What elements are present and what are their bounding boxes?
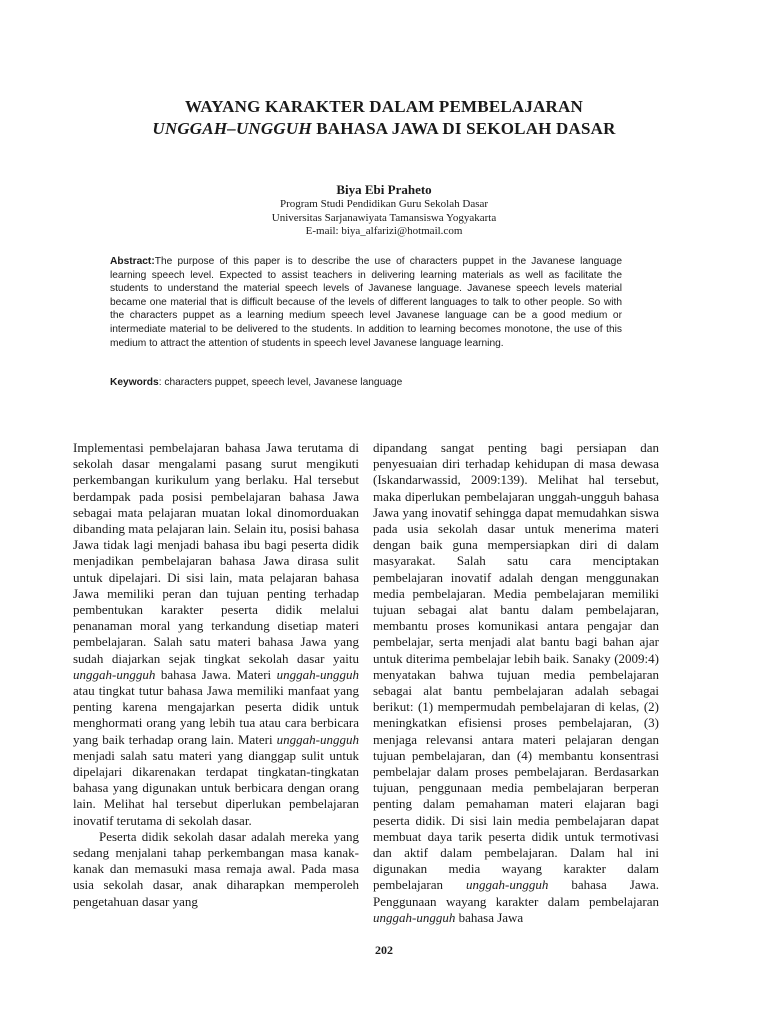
body-column-left xyxy=(73,440,359,910)
abstract-text: The purpose of this paper is to describe the use of characters puppet in the Javanese language learning speech level. Expected to assist teachers in delivering learning materials as well as facilitate the students to understand the material speech levels of Javanese language. Javanese speech levels material became one material that is difficult because of the levels of different languages to talk to other people. So with the characters puppet as a learning medium speech level Javanese language can be a good medium or intermediate material to be delivered to the students. In addition to learning becomes monotone, the use of this medium to attract the attention of students in speech level Javanese language learning. xyxy=(110,256,622,349)
text-run: dipandang sangat penting bagi persiapan dan penyesuaian diri terhadap kehidupan di masa dewasa (Iskandarwassid, 2009:139). Melihat hal tersebut, maka diperlukan pembelajaran unggah-ungguh bahasa Jawa yang inovatif sehingga dapat memudahkan siswa pada usia sekolah dasar untuk menerima materi dengan baik guna mempersiapkan diri di dalam masyarakat. Salah satu cara menciptakan pembelajaran inovatif adalah dengan menggunakan media pembelajaran. Media pembelajaran memiliki tujuan sebagai alat bantu dalam pembelajaran, membantu proses komunikasi antara pengajar dan pembelajar, serta menjadi alat bantu bagi bahan ajar untuk diterima pembelajar lebih baik. Sanaky (2009:4) menyatakan bahwa tujuan media pembelajaran sebagai alat bantu pembelajaran adalah sebagai berikut: (1) mempermudah pembelajaran di kelas, (2) meningkatkan efisiensi proses pembelajaran, (3) menjaga relevansi antara materi pelajaran dengan tujuan pembelajaran, dan (4) membantu konsentrasi pembelajar dalam proses pembelajaran. Berdasarkan tujuan, penggunaan media pembelajaran berperan penting dalam pemahaman materi elajaran bagi peserta didik. Di sisi lain media pembelajaran dapat membuat daya tarik peserta didik untuk termotivasi dan aktif dalam pembelajaran. Dalam hal ini digunakan media wayang karakter dalam pembelajaran xyxy=(373,440,659,893)
text-run: bahasa Jawa. Materi xyxy=(155,666,277,682)
affiliation-program: Program Studi Pendidikan Guru Sekolah Dasar xyxy=(279,198,489,210)
author-name: Biya Ebi Praheto xyxy=(336,182,432,197)
italic-term: unggah-ungguh xyxy=(466,877,549,893)
paper-title xyxy=(0,96,768,140)
keywords-text: : characters puppet, speech level, Javanese language xyxy=(158,377,403,388)
paragraph-1 xyxy=(73,440,359,829)
title-line-2 xyxy=(0,118,768,140)
abstract-label: Abstract: xyxy=(110,256,155,267)
italic-term: unggah-ungguh xyxy=(276,731,359,747)
page-number: 202 xyxy=(375,943,393,957)
text-run: Implementasi pembelajaran bahasa Jawa terutama di sekolah dasar mengalami pasang surut mengikuti perkembangan kurikulum yang berlaku. Hal tersebut berdampak pada posisi pembelajaran bahasa Jawa sebagai mata pelajaran muatan lokal dinomorduakan dibanding mata pelajaran lain. Selain itu, posisi bahasa Jawa tidak lagi menjadi bahasa ibu bagi peserta didik menjadikan pembelajaran bahasa Jawa dirasa sulit untuk dipelajari. Di sisi lain, mata pelajaran bahasa Jawa memiliki peran dan tujuan penting terhadap pembentukan karakter peserta didik melalui penanaman moral yang terkandung disetiap materi pembelajaran. Salah satu materi bahasa Jawa yang sudah diajarkan sejak tingkat sekolah dasar yaitu xyxy=(73,440,359,666)
body-column-right xyxy=(373,440,659,926)
text-run: atau tingkat tutur bahasa Jawa memiliki manfaat yang penting karena mengajarkan peserta didik untuk menghormati orang yang lebih tua atau cara berbicara yang baik terhadap orang lain. Materi xyxy=(73,683,359,747)
text-run: menjadi salah satu materi yang dianggap sulit untuk dipelajari dikarenakan terdapat tingkatan-tingkatan bahasa yang digunakan untuk berbicara dengan orang lain. Melihat hal tersebut diperlukan pembelajaran inovatif terutama di sekolah dasar. xyxy=(73,747,359,828)
title-line-1: WAYANG KARAKTER DALAM PEMBELAJARAN xyxy=(185,97,583,116)
abstract xyxy=(110,255,622,350)
title-italic-term: UNGGAH–UNGGUH xyxy=(152,119,312,138)
keywords xyxy=(110,376,622,390)
text-run: bahasa Jawa. Penggunaan wayang karakter dalam pembelajaran xyxy=(373,877,660,909)
italic-term: unggah-ungguh xyxy=(373,909,456,925)
paragraph-2-continued xyxy=(373,440,659,926)
paragraph-2: Peserta didik sekolah dasar adalah mereka yang sedang menjalani tahap perkembangan masa kanak-kanak dan memasuki masa remaja awal. Pada masa usia sekolah dasar, anak diharapkan memperoleh pengetahuan dasar yang xyxy=(73,828,359,909)
affiliation-university: Universitas Sarjanawiyata Tamansiswa Yogyakarta xyxy=(271,211,497,224)
author-block xyxy=(0,182,768,239)
author-email: E-mail: biya_alfarizi@hotmail.com xyxy=(305,225,463,237)
italic-term: unggah-ungguh xyxy=(276,666,359,682)
italic-term: unggah-ungguh xyxy=(73,666,156,682)
text-run: bahasa Jawa xyxy=(455,909,524,925)
keywords-label: Keywords xyxy=(110,377,159,388)
title-line-2-rest: BAHASA JAWA DI SEKOLAH DASAR xyxy=(311,119,616,138)
